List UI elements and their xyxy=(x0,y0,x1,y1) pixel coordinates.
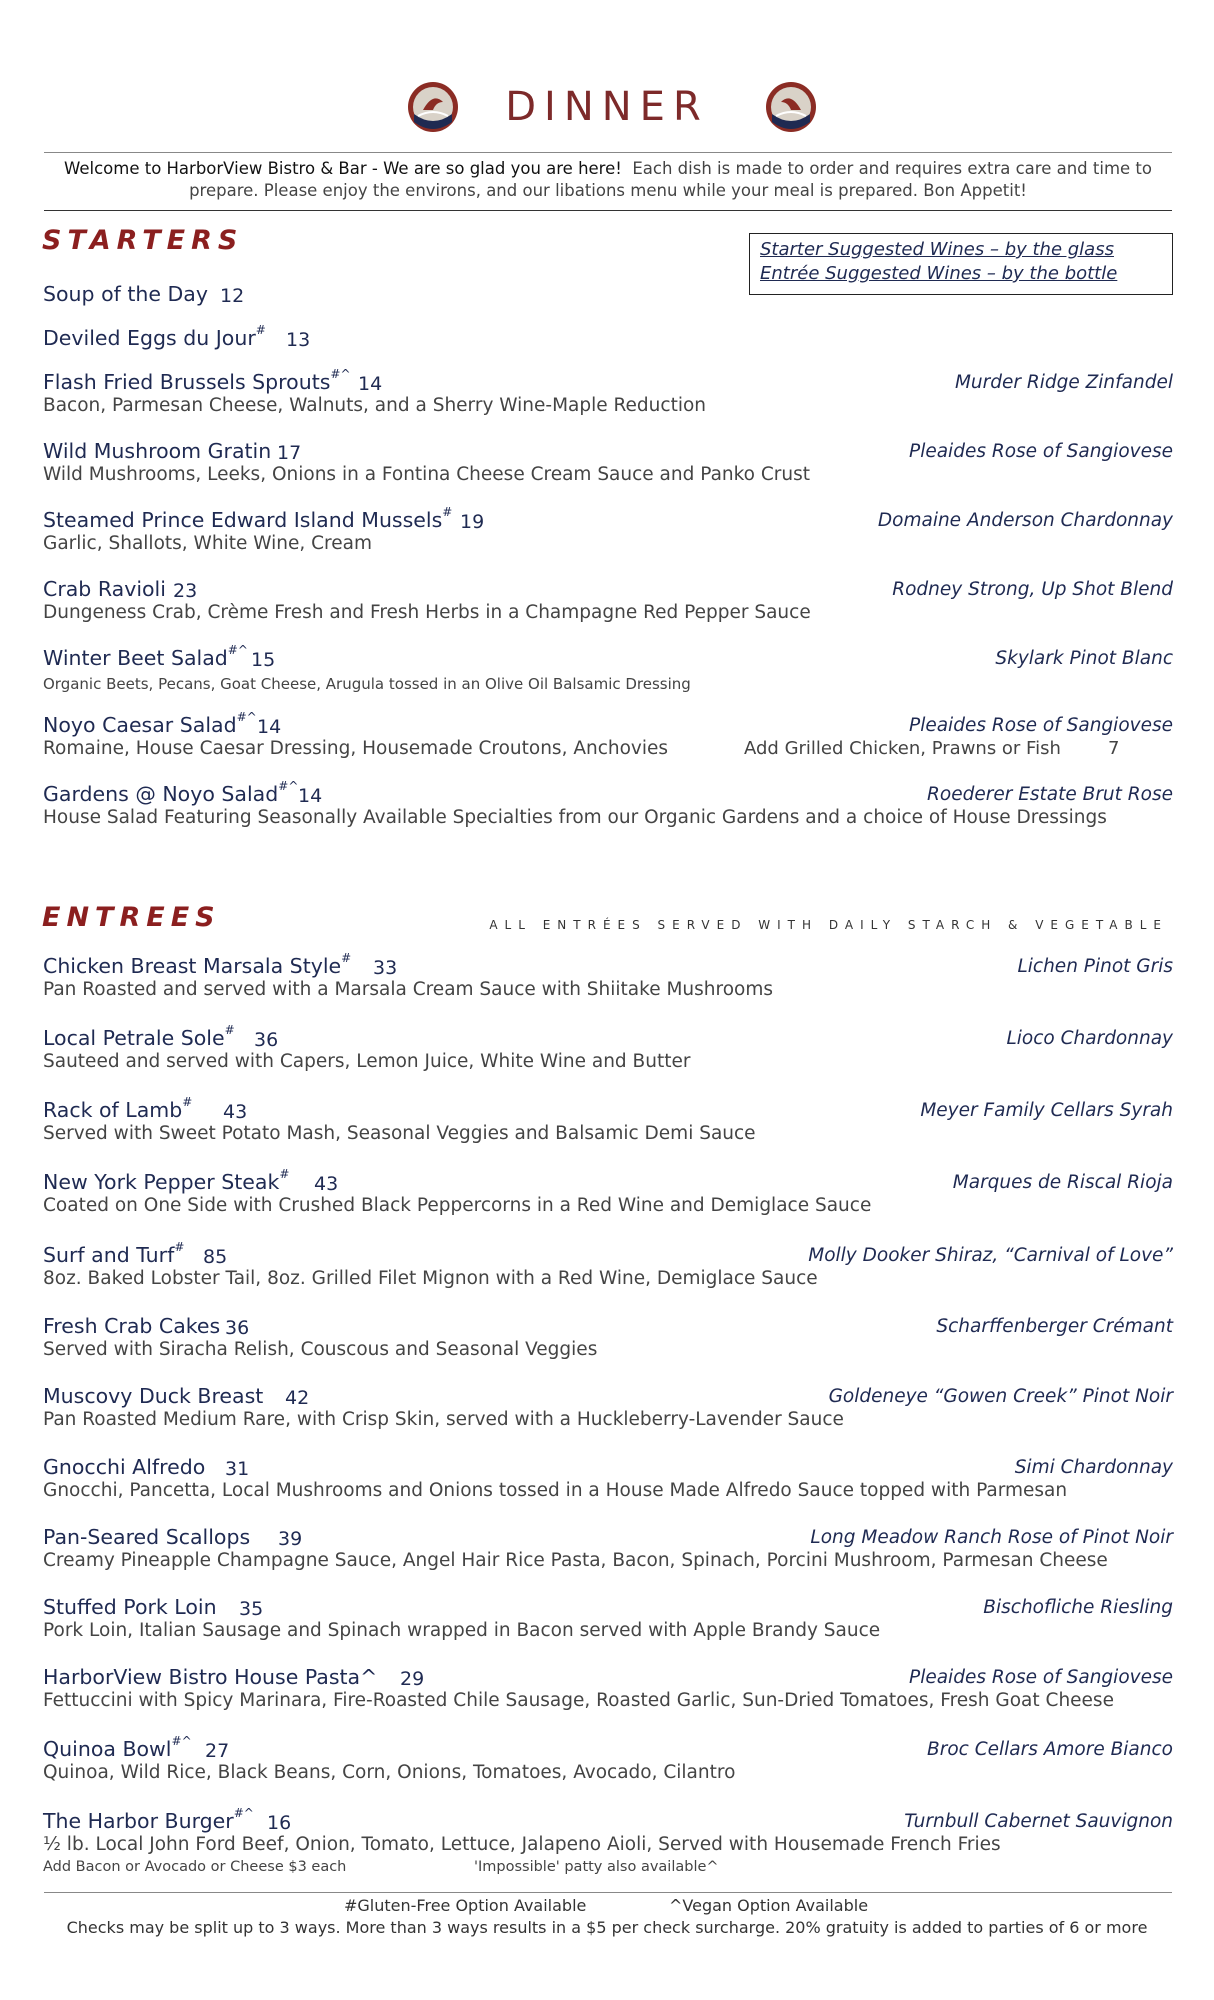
suggested-wine: Scharffenberger Crémant xyxy=(936,1316,1173,1337)
item-addon: Add Grilled Chicken, Prawns or Fish xyxy=(744,738,1061,759)
item-name-text: Crab Ravioli xyxy=(43,577,166,601)
item-name xyxy=(43,282,1173,306)
menu-item xyxy=(43,367,1173,416)
menu-item xyxy=(43,1314,1173,1360)
suggested-wine: Pleaides Rose of Sangiovese xyxy=(909,1667,1173,1688)
item-description: Bacon, Parmesan Cheese, Walnuts, and a Sherry Wine-Maple Reduction xyxy=(43,395,707,416)
check-policy: Checks may be split up to 3 ways. More than 3 ways results in a $5 per check surcharge. 20% gratuity is added to parties of 6 or more xyxy=(66,1918,1148,1937)
item-price: 43 xyxy=(314,1173,339,1195)
suggested-wine: Long Meadow Ranch Rose of Pinot Noir xyxy=(810,1527,1173,1548)
item-description: Sauteed and served with Capers, Lemon Juice, White Wine and Butter xyxy=(43,1051,691,1072)
item-name-text: Wild Mushroom Gratin xyxy=(43,439,272,463)
dietary-marks: # xyxy=(182,1095,193,1110)
header-rule xyxy=(44,152,1172,153)
item-description: Organic Beets, Pecans, Goat Cheese, Arugula tossed in an Olive Oil Balsamic Dressing xyxy=(43,675,691,693)
entrees-note: ALL ENTRÉES SERVED WITH DAILY STARCH & VEGETABLE xyxy=(489,918,1168,932)
header-divider xyxy=(44,210,1172,211)
item-price: 35 xyxy=(239,1598,264,1620)
suggested-wine: Pleaides Rose of Sangiovese xyxy=(909,441,1173,462)
dietary-marks: # xyxy=(442,505,453,520)
menu-item xyxy=(43,1455,1173,1501)
item-description: Served with Sweet Potato Mash, Seasonal Veggies and Balsamic Demi Sauce xyxy=(43,1123,756,1144)
item-description: Coated on One Side with Crushed Black Peppercorns in a Red Wine and Demiglace Sauce xyxy=(43,1195,872,1216)
item-name-text: New York Pepper Steak xyxy=(43,1170,280,1194)
item-name-text: Gnocchi Alfredo xyxy=(43,1455,206,1479)
item-description: Quinoa, Wild Rice, Black Beans, Corn, Onions, Tomatoes, Avocado, Cilantro xyxy=(43,1762,736,1783)
suggested-wine: Broc Cellars Amore Bianco xyxy=(927,1739,1173,1760)
item-description: Romaine, House Caesar Dressing, Housemade Croutons, Anchovies xyxy=(43,738,669,759)
item-name-text: Quinoa Bowl xyxy=(43,1737,172,1761)
menu-item xyxy=(43,1384,1173,1430)
menu-item xyxy=(43,439,1173,485)
item-description: Pan Roasted and served with a Marsala Cream Sauce with Shiitake Mushrooms xyxy=(43,979,774,1000)
item-name-text: Local Petrale Sole xyxy=(43,1026,225,1050)
dietary-marks: #^ xyxy=(171,1734,192,1749)
gluten-free-legend: #Gluten-Free Option Available xyxy=(344,1896,587,1915)
welcome-lead: Welcome to HarborView Bistro & Bar - We are so glad you are here! xyxy=(64,159,622,178)
item-name-text: HarborView Bistro House Pasta^ xyxy=(43,1665,378,1689)
item-note-vegan: 'Impossible' patty also available^ xyxy=(474,1859,719,1875)
item-name xyxy=(43,951,1173,978)
dietary-marks: #^ xyxy=(227,643,248,658)
item-price: 19 xyxy=(460,511,485,533)
wine-legend-entree: Entrée Suggested Wines – by the bottle xyxy=(760,263,1118,284)
item-description: Creamy Pineapple Champagne Sauce, Angel Hair Rice Pasta, Bacon, Spinach, Porcini Mushroom, Parmesan Cheese xyxy=(43,1550,1108,1571)
item-name-text: Flash Fried Brussels Sprouts xyxy=(43,370,331,394)
item-name-text: Fresh Crab Cakes xyxy=(43,1314,221,1338)
item-price: 15 xyxy=(251,649,276,671)
item-name-text: Winter Beet Salad xyxy=(43,646,228,670)
item-price: 13 xyxy=(286,329,311,351)
item-price: 17 xyxy=(277,442,302,464)
item-description: Wild Mushrooms, Leeks, Onions in a Fontina Cheese Cream Sauce and Panko Crust xyxy=(43,464,811,485)
item-price: 33 xyxy=(373,957,398,979)
item-description: Fettuccini with Spicy Marinara, Fire-Roasted Chile Sausage, Roasted Garlic, Sun-Dried Tomatoes, Fresh Goat Cheese xyxy=(43,1690,1114,1711)
item-price: 85 xyxy=(203,1246,228,1268)
item-note-addon: Add Bacon or Avocado or Cheese $3 each xyxy=(43,1859,347,1875)
suggested-wine: Lichen Pinot Gris xyxy=(1017,956,1173,977)
item-name-text: Surf and Turf xyxy=(43,1243,175,1267)
item-price: 36 xyxy=(254,1029,279,1051)
dietary-marks: #^ xyxy=(330,367,351,382)
page-title: DINNER xyxy=(505,84,709,130)
vegan-legend: ^Vegan Option Available xyxy=(669,1896,869,1915)
menu-item xyxy=(43,323,1173,351)
item-price: 16 xyxy=(267,1812,292,1834)
menu-item xyxy=(43,951,1173,1000)
item-name-text: Muscovy Duck Breast xyxy=(43,1384,264,1408)
menu-item xyxy=(43,577,1173,623)
entrees-heading: ENTREES xyxy=(42,902,221,933)
item-price: 23 xyxy=(173,580,198,602)
suggested-wine: Skylark Pinot Blanc xyxy=(995,648,1173,669)
starters-heading: STARTERS xyxy=(42,225,244,256)
item-price: 42 xyxy=(285,1387,310,1409)
suggested-wine: Marques de Riscal Rioja xyxy=(952,1172,1173,1193)
wine-legend-starter: Starter Suggested Wines – by the glass xyxy=(760,239,1114,260)
item-description: Served with Siracha Relish, Couscous and Seasonal Veggies xyxy=(43,1339,598,1360)
dietary-marks: #^ xyxy=(233,1806,254,1821)
menu-item xyxy=(43,505,1173,554)
item-description: Pork Loin, Italian Sausage and Spinach wrapped in Bacon served with Apple Brandy Sauce xyxy=(43,1620,881,1641)
suggested-wine: Molly Dooker Shiraz, “Carnival of Love” xyxy=(808,1245,1173,1266)
welcome-rest: Each dish is made to order and requires extra care and time to prepare. Please enjoy the environs, and our libations menu while your meal is prepared. Bon Appetit! xyxy=(189,159,1152,200)
suggested-wine: Simi Chardonnay xyxy=(1014,1457,1173,1478)
item-addon-price: 7 xyxy=(1108,738,1120,759)
item-description: Dungeness Crab, Crème Fresh and Fresh Herbs in a Champagne Red Pepper Sauce xyxy=(43,602,811,623)
item-name-text: Stuffed Pork Loin xyxy=(43,1595,217,1619)
item-name-text: Rack of Lamb xyxy=(43,1098,183,1122)
item-price: 43 xyxy=(223,1101,248,1123)
menu-item xyxy=(43,282,1173,306)
dietary-marks: # xyxy=(255,323,266,338)
menu-item xyxy=(43,1095,1173,1144)
suggested-wine: Domaine Anderson Chardonnay xyxy=(877,510,1173,531)
suggested-wine: Goldeneye “Gowen Creek” Pinot Noir xyxy=(828,1386,1173,1407)
suggested-wine: Lioco Chardonnay xyxy=(1006,1028,1173,1049)
suggested-wine: Rodney Strong, Up Shot Blend xyxy=(892,579,1173,600)
menu-item xyxy=(43,1665,1173,1711)
menu-item xyxy=(43,1806,1173,1875)
item-price: 14 xyxy=(298,785,323,807)
item-name-text: Noyo Caesar Salad xyxy=(43,713,237,737)
item-price: 29 xyxy=(400,1668,425,1690)
dietary-marks: #^ xyxy=(236,710,257,725)
menu-item xyxy=(43,1167,1173,1216)
item-name-text: The Harbor Burger xyxy=(43,1809,234,1833)
suggested-wine: Bischofliche Riesling xyxy=(983,1597,1173,1618)
menu-item xyxy=(43,643,1173,693)
item-name-text: Chicken Breast Marsala Style xyxy=(43,954,342,978)
item-name xyxy=(43,323,1173,350)
item-name xyxy=(43,1023,1173,1050)
item-description: Garlic, Shallots, White Wine, Cream xyxy=(43,533,372,554)
item-name-text: Steamed Prince Edward Island Mussels xyxy=(43,508,443,532)
menu-item xyxy=(43,779,1173,828)
welcome-message xyxy=(44,158,1172,202)
item-name-text: Soup of the Day xyxy=(43,282,208,306)
item-description: Pan Roasted Medium Rare, with Crisp Skin, served with a Huckleberry-Lavender Sauce xyxy=(43,1409,844,1430)
suggested-wine: Meyer Family Cellars Syrah xyxy=(920,1100,1173,1121)
dietary-marks: # xyxy=(341,951,352,966)
menu-item xyxy=(43,1240,1173,1289)
dietary-marks: # xyxy=(279,1167,290,1182)
menu-item xyxy=(43,1023,1173,1072)
dietary-marks: # xyxy=(224,1023,235,1038)
item-price: 27 xyxy=(205,1740,230,1762)
item-price: 36 xyxy=(225,1317,250,1339)
dietary-marks: #^ xyxy=(278,779,299,794)
item-price: 39 xyxy=(278,1528,303,1550)
footer-rule xyxy=(44,1892,1172,1893)
menu-item xyxy=(43,1734,1173,1783)
suggested-wine: Roederer Estate Brut Rose xyxy=(927,784,1173,805)
item-description: Gnocchi, Pancetta, Local Mushrooms and Onions tossed in a House Made Alfredo Sauce topped with Parmesan xyxy=(43,1480,1068,1501)
suggested-wine: Murder Ridge Zinfandel xyxy=(954,372,1173,393)
menu-item xyxy=(43,1525,1173,1571)
menu-item xyxy=(43,710,1173,759)
item-description: 8oz. Baked Lobster Tail, 8oz. Grilled Filet Mignon with a Red Wine, Demiglace Sauce xyxy=(43,1268,818,1289)
item-price: 14 xyxy=(257,716,282,738)
item-name xyxy=(43,1455,1173,1479)
suggested-wine: Turnbull Cabernet Sauvignon xyxy=(904,1811,1173,1832)
item-price: 31 xyxy=(225,1458,250,1480)
harborview-logo-icon xyxy=(764,80,818,134)
item-name-text: Gardens @ Noyo Salad xyxy=(43,782,279,806)
item-description: House Salad Featuring Seasonally Available Specialties from our Organic Gardens and a choice of House Dressings xyxy=(43,807,1107,828)
item-name-text: Pan-Seared Scallops xyxy=(43,1525,251,1549)
menu-item xyxy=(43,1595,1173,1641)
item-price: 14 xyxy=(358,373,383,395)
item-description: ½ lb. Local John Ford Beef, Onion, Tomato, Lettuce, Jalapeno Aioli, Served with Housemade French Fries xyxy=(43,1834,1001,1855)
item-price: 12 xyxy=(220,285,245,307)
suggested-wine: Pleaides Rose of Sangiovese xyxy=(909,715,1173,736)
item-name-text: Deviled Eggs du Jour xyxy=(43,326,256,350)
dietary-marks: # xyxy=(174,1240,185,1255)
